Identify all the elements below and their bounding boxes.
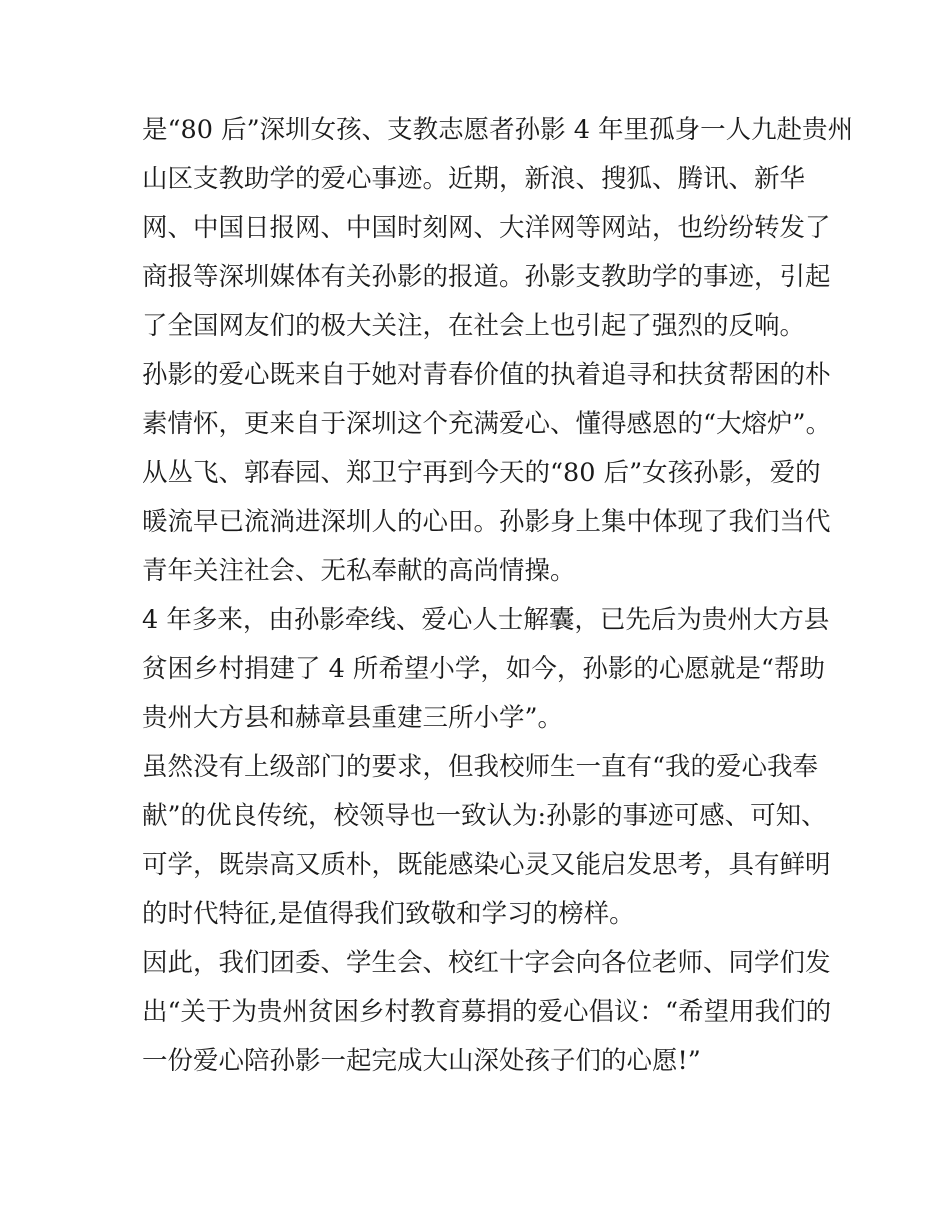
text-line: 因此，我们团委、学生会、校红十字会向各位老师、同学们发 xyxy=(142,948,831,978)
text-line: 暖流早已流淌进深圳人的心田。孙影身上集中体现了我们当代 xyxy=(142,507,831,537)
paragraph-3 xyxy=(142,596,830,743)
text-line: 了全国网友们的极大关注，在社会上也引起了强烈的反响。 xyxy=(142,311,806,341)
text-line: 贫困乡村捐建了 4 所希望小学，如今，孙影的心愿就是“帮助 xyxy=(142,654,825,684)
text-line: 4 年多来，由孙影牵线、爱心人士解囊，已先后为贵州大方县 xyxy=(142,605,830,635)
text-line: 素情怀，更来自于深圳这个充满爱心、懂得感恩的“大熔炉”。 xyxy=(142,409,832,439)
text-line: 献”的优良传统，校领导也一致认为:孙影的事迹可感、可知、 xyxy=(142,801,827,831)
text-line: 孙影的爱心既来自于她对青春价值的执着追寻和扶贫帮困的朴 xyxy=(142,360,831,390)
paragraph-1 xyxy=(142,106,854,351)
text-line: 一份爱心陪孙影一起完成大山深处孩子们的心愿!” xyxy=(142,1046,701,1076)
text-line: 山区支教助学的爱心事迹。近期，新浪、搜狐、腾讯、新华 xyxy=(142,164,806,194)
text-line: 商报等深圳媒体有关孙影的报道。孙影支教助学的事迹，引起 xyxy=(142,262,831,292)
text-line: 是“80 后”深圳女孩、支教志愿者孙影 4 年里孤身一人九赴贵州 xyxy=(142,115,854,145)
text-line: 出“关于为贵州贫困乡村教育募捐的爱心倡议：“希望用我们的 xyxy=(142,997,832,1027)
paragraph-5 xyxy=(142,939,832,1086)
text-line: 的时代特征,是值得我们致敬和学习的榜样。 xyxy=(142,899,635,929)
text-line: 网、中国日报网、中国时刻网、大洋网等网站，也纷纷转发了 xyxy=(142,213,831,243)
document-body xyxy=(142,106,854,1086)
text-line: 可学，既崇高又质朴，既能感染心灵又能启发思考，具有鲜明 xyxy=(142,850,831,880)
text-line: 从丛飞、郭春园、郑卫宁再到今天的“80 后”女孩孙影，爱的 xyxy=(142,458,821,488)
text-line: 虽然没有上级部门的要求，但我校师生一直有“我的爱心我奉 xyxy=(142,752,819,782)
text-line: 贵州大方县和赫章县重建三所小学”。 xyxy=(142,703,564,733)
paragraph-4 xyxy=(142,743,831,939)
paragraph-2 xyxy=(142,351,832,596)
text-line: 青年关注社会、无私奉献的高尚情操。 xyxy=(142,556,576,586)
